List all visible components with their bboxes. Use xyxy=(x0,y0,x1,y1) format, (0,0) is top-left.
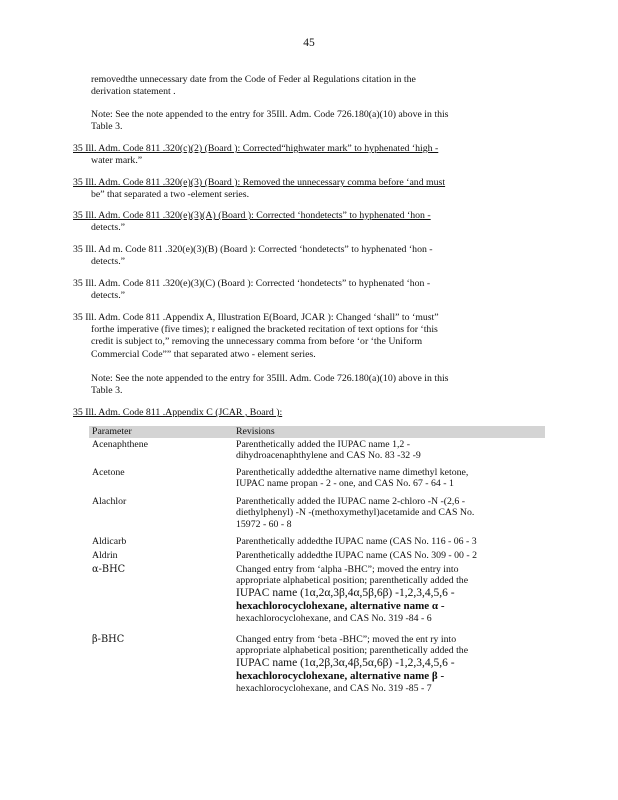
parameter-cell: Alachlor xyxy=(92,496,127,507)
table-header xyxy=(89,426,545,438)
note-paragraph xyxy=(91,373,449,397)
parameter-cell: Acetone xyxy=(92,467,125,478)
entry-811-320-e-3 xyxy=(73,177,445,201)
parameter-cell: Aldrin xyxy=(92,550,118,561)
text-line: 35 Ill. Adm. Code 811 .Appendix A, Illustration E(Board, JCAR ): Changed ‘shall” to ‘must” xyxy=(73,312,439,323)
revision-line: Parenthetically addedthe IUPAC name (CAS No. 309 - 00 - 2 xyxy=(236,550,477,561)
revision-line: hexachlorocyclohexane, alternative name α - xyxy=(236,599,445,612)
revision-line: Parenthetically added the IUPAC name 2-chloro -N -(2,6 - xyxy=(236,496,465,507)
revision-line: hexachlorocyclohexane, and CAS No. 319 -85 - 7 xyxy=(236,682,432,694)
revision-line: dihydroacenaphthylene and CAS No. 83 -32 -9 xyxy=(236,450,421,462)
revision-line: IUPAC name propan - 2 - one, and CAS No. 67 - 64 - 1 xyxy=(236,478,454,490)
text-line: forthe imperative (five times); r ealigned the bracketed recitation of text options for ‘this xyxy=(91,324,438,336)
text-line: 35 Ill. Adm. Code 811 .320(c)(2) (Board ): Corrected“highwater mark” to hyphenated ‘high - xyxy=(73,143,439,154)
text-line: Table 3. xyxy=(91,385,123,397)
revision-cell xyxy=(236,439,546,462)
text-line: detects.” xyxy=(91,222,125,234)
revision-cell xyxy=(236,550,546,561)
text-line: derivation statement . xyxy=(91,86,176,98)
text-line: 35 Ill. Adm. Code 811 .320(e)(3)(A) (Board ): Corrected ‘hondetects” to hyphenated ‘hon - xyxy=(73,210,431,221)
revision-line: diethylphenyl) -N -(methoxymethyl)acetamide and CAS No. xyxy=(236,507,475,519)
text-line: Table 3. xyxy=(91,121,123,133)
text-line: Note: See the note appended to the entry for 35Ill. Adm. Code 726.180(a)(10) above in this xyxy=(91,373,449,384)
entry-811-320-c-2 xyxy=(73,143,438,167)
text-line: be” that separated a two -element series. xyxy=(91,189,250,201)
entry-811-320-e-3-a xyxy=(73,210,431,234)
revision-line: hexachlorocyclohexane, and CAS No. 319 -84 - 6 xyxy=(236,612,432,624)
revision-line: appropriate alphabetical position; parenthetically added the xyxy=(236,645,469,657)
parameter-cell: Aldicarb xyxy=(92,536,127,547)
parameter-cell: α-BHC xyxy=(92,564,126,575)
revision-line: 15972 - 60 - 8 xyxy=(236,518,292,530)
revision-cell xyxy=(236,634,546,694)
text-line: water mark.” xyxy=(91,155,143,167)
revision-line: Parenthetically addedthe alternative name dimethyl ketone, xyxy=(236,467,469,478)
revision-line: IUPAC name (1α,2α,3β,4α,5β,6β) -1,2,3,4,5,6 - xyxy=(236,586,455,599)
text-line: 35 Ill. Adm. Code 811 .Appendix C (JCAR , Board ): xyxy=(73,407,283,418)
revision-cell xyxy=(236,467,546,490)
revision-line: hexachlorocyclohexane, alternative name β - xyxy=(236,669,445,682)
text-line: 35 Ill. Adm. Code 811 .320(e)(3)(C) (Board ): Corrected ‘hondetects” to hyphenated ‘hon - xyxy=(73,278,431,289)
derivation-paragraph xyxy=(91,74,416,98)
revision-line: appropriate alphabetical position; parenthetically added the xyxy=(236,575,469,587)
revision-line: IUPAC name (1α,2β,3α,4β,5α,6β) -1,2,3,4,5,6 - xyxy=(236,656,455,669)
text-line: Commercial Code”” that separated atwo - element series. xyxy=(91,348,316,360)
parameter-cell: β-BHC xyxy=(92,634,125,645)
revision-line: Parenthetically added the IUPAC name 1,2 - xyxy=(236,439,411,450)
text-line: Note: See the note appended to the entry for 35Ill. Adm. Code 726.180(a)(10) above in this xyxy=(91,109,449,120)
revision-cell xyxy=(236,496,546,530)
text-line: credit is subject to,” removing the unnecessary comma from before ‘or ‘the Uniform xyxy=(91,336,423,348)
text-line: 35 Ill. Ad m. Code 811 .320(e)(3)(B) (Board ): Corrected ‘hondetects” to hyphenated ‘hon - xyxy=(73,244,433,255)
revision-cell xyxy=(236,564,546,624)
text-line: 35 Ill. Adm. Code 811 .320(e)(3) (Board ): Removed the unnecessary comma before ‘and must xyxy=(73,177,446,188)
text-line: removedthe unnecessary date from the Code of Feder al Regulations citation in the xyxy=(91,74,416,85)
entry-811-320-e-3-c xyxy=(73,278,430,302)
entry-811-appendix-c xyxy=(73,407,282,419)
column-header-revisions: Revisions xyxy=(236,426,275,437)
text-line: detects.” xyxy=(91,290,125,302)
revision-line: Changed entry from ‘alpha -BHC”; moved the entry into xyxy=(236,564,459,575)
revision-cell xyxy=(236,536,546,547)
text-line: detects.” xyxy=(91,256,125,268)
revision-line: Parenthetically addedthe IUPAC name (CAS No. 116 - 06 - 3 xyxy=(236,536,477,547)
page-number: 45 xyxy=(303,37,315,49)
entry-811-320-e-3-b xyxy=(73,244,433,268)
entry-811-appendix-a xyxy=(73,312,439,361)
column-header-parameter: Parameter xyxy=(92,426,132,437)
note-paragraph xyxy=(91,109,449,133)
parameter-cell: Acenaphthene xyxy=(92,439,149,450)
revision-line: Changed entry from ‘beta -BHC”; moved the ent ry into xyxy=(236,634,457,645)
